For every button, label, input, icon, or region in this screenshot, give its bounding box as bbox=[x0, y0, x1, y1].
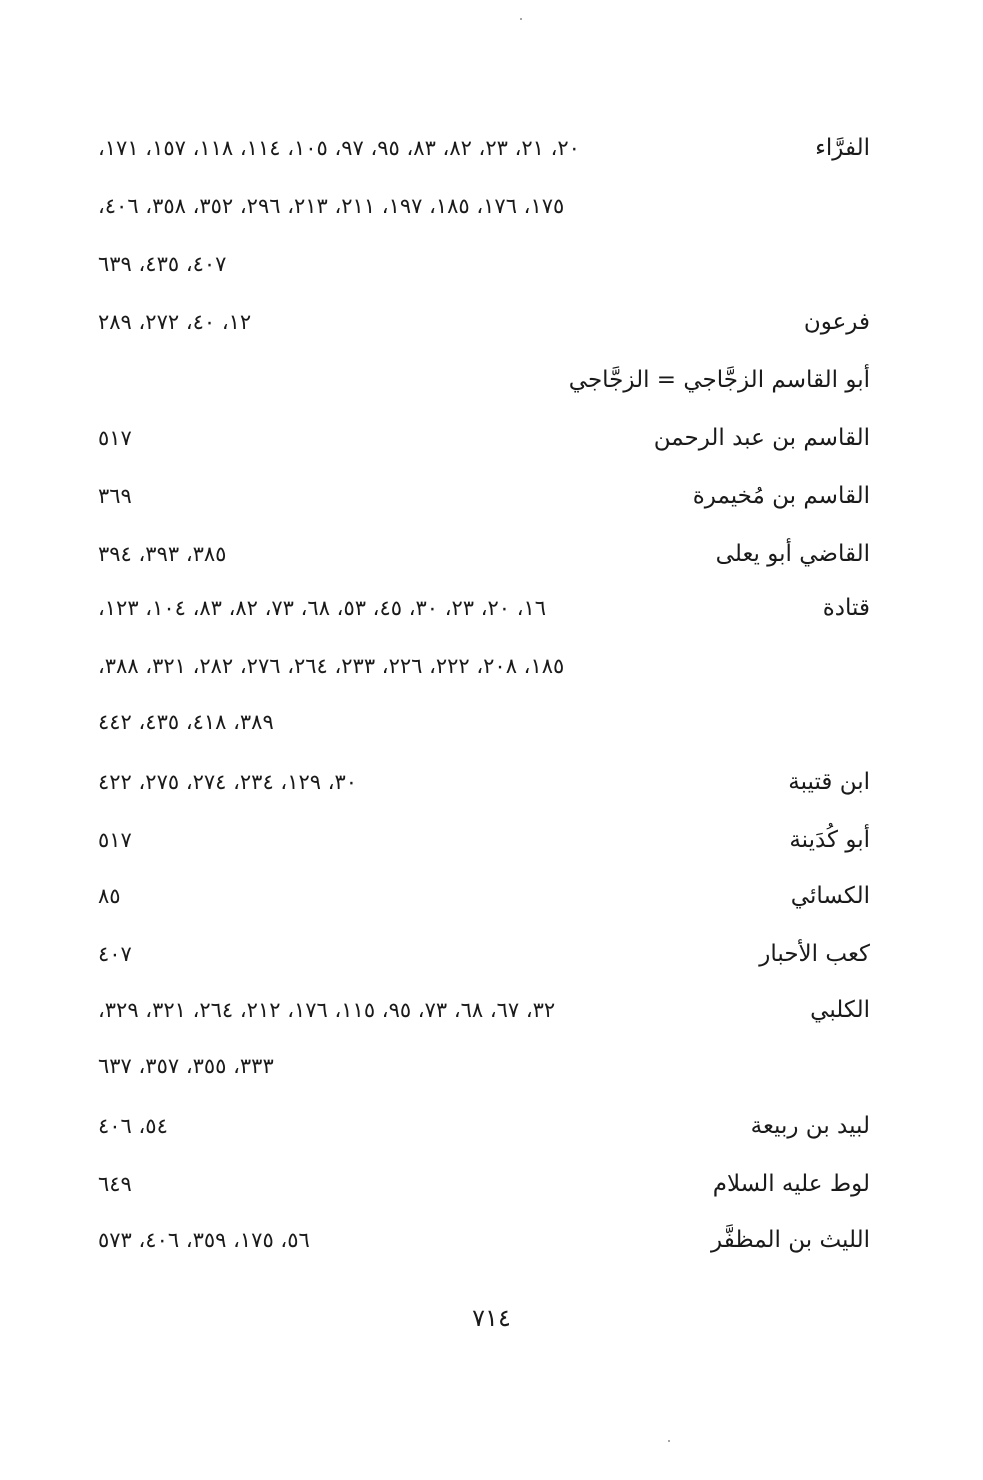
scan-speck bbox=[668, 1440, 670, 1442]
index-entry bbox=[90, 820, 870, 864]
index-entry bbox=[90, 1106, 870, 1150]
index-entry bbox=[90, 418, 870, 462]
entry-name: قتادة bbox=[822, 595, 870, 621]
entry-pages: ١٨٥، ٢٠٨، ٢٢٢، ٢٢٦، ٢٣٣، ٢٦٤، ٢٧٦، ٢٨٢، ٣٢١، ٣٨٨، bbox=[98, 654, 565, 678]
index-entry bbox=[90, 588, 870, 632]
entry-pages: ٦٤٩ bbox=[98, 1172, 132, 1196]
entry-pages: ٤٠٧، ٤٣٥، ٦٣٩ bbox=[98, 252, 227, 276]
entry-pages: ٤٠٧ bbox=[98, 942, 132, 966]
entry-pages: ١٦، ٢٠، ٢٣، ٣٠، ٤٥، ٥٣، ٦٨، ٧٣، ٨٢، ٨٣، ١٠٤، ١٢٣، bbox=[98, 596, 547, 620]
index-entry bbox=[90, 360, 870, 404]
entry-name: الكسائي bbox=[790, 883, 870, 909]
index-entry bbox=[90, 186, 870, 230]
entry-name: أبو القاسم الزجَّاجي = الزجَّاجي bbox=[568, 367, 870, 393]
entry-pages: ٣٨٥، ٣٩٣، ٣٩٤ bbox=[98, 542, 227, 566]
entry-pages: ٢٠، ٢١، ٢٣، ٨٢، ٨٣، ٩٥، ٩٧، ١٠٥، ١١٤، ١١٨، ١٥٧، ١٧١، bbox=[98, 136, 580, 160]
index-entry bbox=[90, 990, 870, 1034]
index-entry bbox=[90, 1046, 870, 1090]
index-entry bbox=[90, 244, 870, 288]
entry-name: أبو كُدَينة bbox=[789, 827, 870, 853]
entry-pages: ٥٤، ٤٠٦ bbox=[98, 1114, 168, 1138]
entry-name: القاضي أبو يعلى bbox=[715, 541, 870, 567]
entry-pages: ١٢، ٤٠، ٢٧٢، ٢٨٩ bbox=[98, 310, 252, 334]
scan-speck bbox=[520, 18, 522, 20]
entry-pages: ٨٥ bbox=[98, 884, 121, 908]
entry-name: لوط عليه السلام bbox=[712, 1171, 870, 1197]
index-entry bbox=[90, 762, 870, 806]
index-entry bbox=[90, 876, 870, 920]
entry-pages: ٥٦، ١٧٥، ٣٥٩، ٤٠٦، ٥٧٣ bbox=[98, 1228, 310, 1252]
index-entry bbox=[90, 934, 870, 978]
index-entry bbox=[90, 702, 870, 746]
entry-name: لبيد بن ربيعة bbox=[750, 1113, 870, 1139]
entry-name: الكلبي bbox=[810, 997, 870, 1023]
entry-pages: ٣٨٩، ٤١٨، ٤٣٥، ٤٤٢ bbox=[98, 710, 274, 734]
entry-name: فرعون bbox=[803, 309, 870, 335]
index-entry bbox=[90, 128, 870, 172]
page-number: ٧١٤ bbox=[472, 1304, 511, 1332]
entry-name: الفرَّاء bbox=[815, 135, 870, 161]
entry-name: كعب الأحبار bbox=[759, 941, 870, 967]
entry-pages: ٣٣٣، ٣٥٥، ٣٥٧، ٦٣٧ bbox=[98, 1054, 274, 1078]
index-entry bbox=[90, 646, 870, 690]
index-entry bbox=[90, 476, 870, 520]
entry-name: القاسم بن مُخيمرة bbox=[692, 483, 870, 509]
index-entry bbox=[90, 1220, 870, 1264]
entry-name: الليث بن المظفَّر bbox=[711, 1227, 870, 1253]
entry-pages: ٥١٧ bbox=[98, 828, 132, 852]
entry-name: القاسم بن عبد الرحمن bbox=[653, 425, 870, 451]
entry-pages: ٣٠، ١٢٩، ٢٣٤، ٢٧٤، ٢٧٥، ٤٢٢ bbox=[98, 770, 358, 794]
index-entry bbox=[90, 1164, 870, 1208]
entry-pages: ٣٦٩ bbox=[98, 484, 132, 508]
index-entry bbox=[90, 302, 870, 346]
entry-pages: ٥١٧ bbox=[98, 426, 132, 450]
entry-name: ابن قتيبة bbox=[788, 769, 870, 795]
entry-pages: ١٧٥، ١٧٦، ١٨٥، ١٩٧، ٢١١، ٢١٣، ٢٩٦، ٣٥٢، ٣٥٨، ٤٠٦، bbox=[98, 194, 565, 218]
index-entry bbox=[90, 534, 870, 578]
entry-pages: ٣٢، ٦٧، ٦٨، ٧٣، ٩٥، ١١٥، ١٧٦، ٢١٢، ٢٦٤، ٣٢١، ٣٢٩، bbox=[98, 998, 556, 1022]
